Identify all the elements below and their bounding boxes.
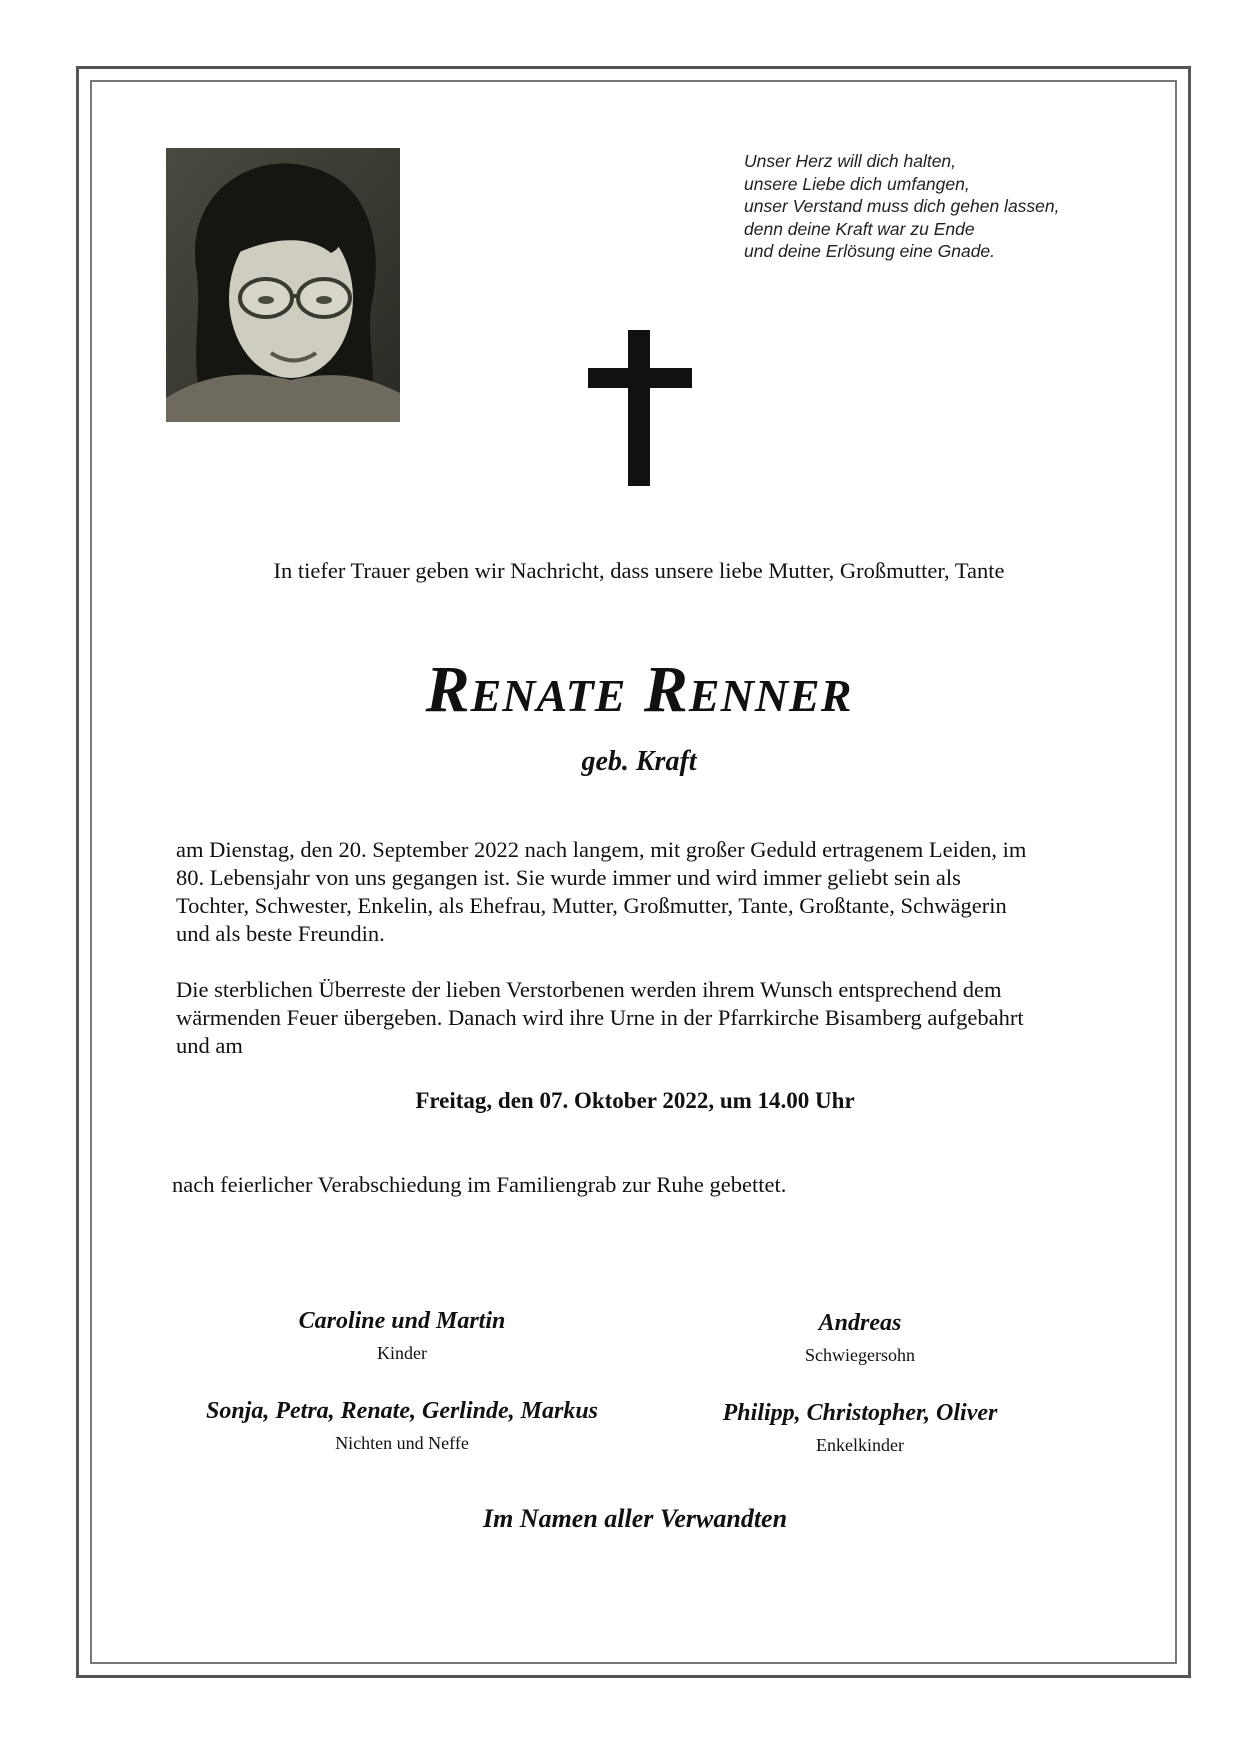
mourner-name: Philipp, Christopher, Oliver [722,1400,998,1426]
cross-icon [588,330,692,486]
poem-line: Unser Herz will dich halten, [744,151,957,171]
mourner-nieces-nephew [182,1398,622,1454]
paragraph-line: und als beste Freundin. [176,921,385,946]
closing-text: nach feierlicher Verabschiedung im Familiengrab zur Ruhe gebettet. [172,1172,787,1197]
portrait-photo [166,148,400,422]
intro-text: In tiefer Trauer geben wir Nachricht, dass unsere liebe Mutter, Großmutter, Tante [273,558,1005,583]
mourner-grandchildren [640,1400,1080,1456]
mourner-role: Enkelkinder [816,1435,904,1455]
funeral-paragraph [176,976,1106,1060]
mourner-children [182,1308,622,1364]
death-notice-paragraph [176,836,1106,948]
footer-signature: Im Namen aller Verwandten [482,1504,788,1533]
poem-line: unser Verstand muss dich gehen lassen, [744,196,1060,216]
mourner-role: Kinder [377,1343,427,1363]
mourner-name: Caroline und Martin [298,1308,506,1334]
paragraph-line: wärmenden Feuer übergeben. Danach wird ihre Urne in der Pfarrkirche Bisamberg aufgebahrt [176,1005,1024,1030]
mourner-role: Schwiegersohn [805,1345,915,1365]
paragraph-line: 80. Lebensjahr von uns gegangen ist. Sie wurde immer und wird immer geliebt sein als [176,865,961,890]
maiden-name: geb. Kraft [581,746,697,777]
paragraph-line: Tochter, Schwester, Enkelin, als Ehefrau, Mutter, Großmutter, Tante, Großtante, Schwägerin [176,893,1007,918]
paragraph-line: und am [176,1033,243,1058]
ceremony-date: Freitag, den 07. Oktober 2022, um 14.00 Uhr [415,1088,855,1113]
poem-verse [744,150,1144,263]
mourner-name: Andreas [818,1310,902,1336]
deceased-name: Renate Renner [425,653,853,726]
mourner-name: Sonja, Petra, Renate, Gerlinde, Markus [205,1398,599,1424]
paragraph-line: Die sterblichen Überreste der lieben Verstorbenen werden ihrem Wunsch entsprechend dem [176,977,1002,1002]
poem-line: denn deine Kraft war zu Ende [744,218,975,239]
mourner-role: Nichten und Neffe [335,1433,469,1453]
poem-line: unsere Liebe dich umfangen, [744,173,970,194]
mourner-son-in-law [640,1310,1080,1366]
poem-line: und deine Erlösung eine Gnade. [744,241,996,261]
paragraph-line: am Dienstag, den 20. September 2022 nach langem, mit großer Geduld ertragenem Leiden, im [176,837,1027,862]
